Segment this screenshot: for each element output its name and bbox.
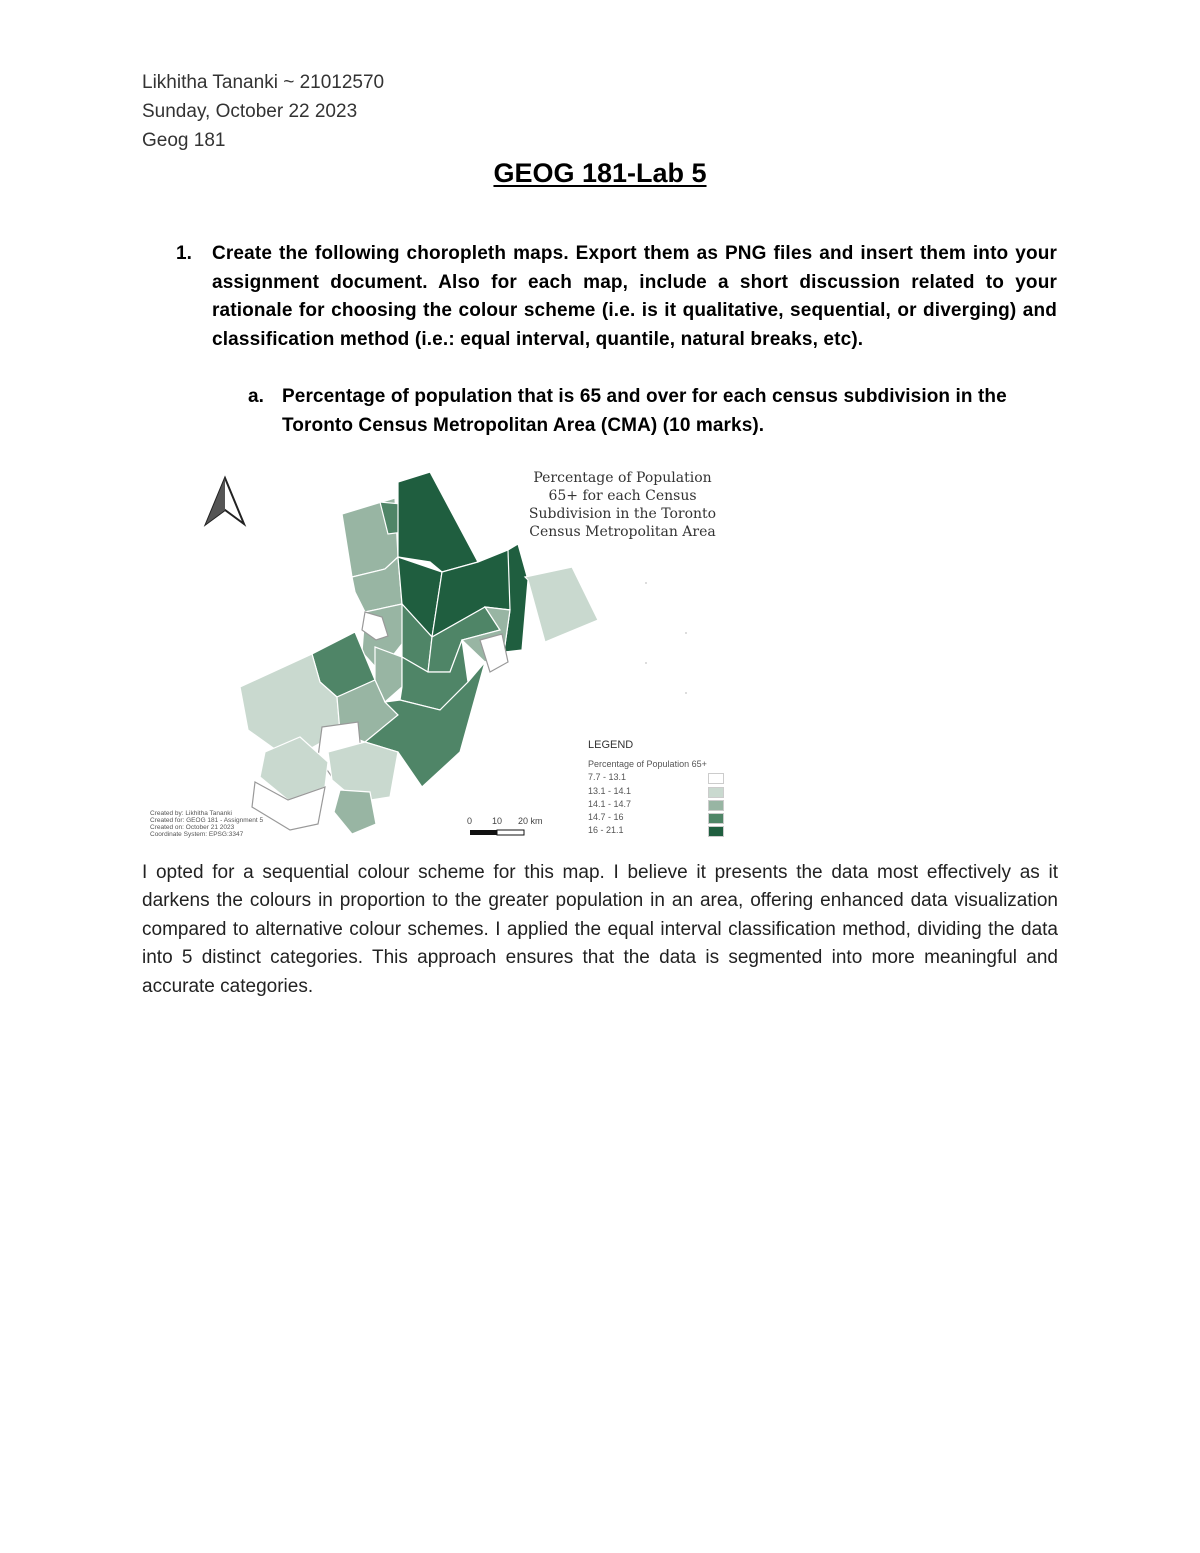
credit-line: Created on: October 21 2023 bbox=[150, 824, 235, 831]
map-title-line: Percentage of Population bbox=[533, 470, 712, 486]
scale-label: 0 bbox=[467, 816, 473, 826]
credit-line: Coordinate System: EPSG:3347 bbox=[150, 831, 244, 838]
author-line: Likhitha Tananki ~ 21012570 bbox=[142, 72, 385, 93]
scale-bar bbox=[470, 830, 524, 835]
scale-label: 20 km bbox=[518, 816, 543, 826]
region-east-gwillimbury bbox=[398, 472, 478, 572]
question-text: Create the following choropleth maps. Export them as PNG files and insert them into your assignment document. Also for each map, include a short discussion related to your rationale for choosing the colour scheme (i.e. is it qualitative, sequential, or diverging) and classification method (i.e.: equal interval, quantile, natural breaks, etc). bbox=[212, 243, 1057, 350]
legend-label: 14.1 - 14.7 bbox=[588, 799, 632, 809]
legend-swatch bbox=[708, 813, 724, 824]
legend-subheading: Percentage of Population 65+ bbox=[588, 759, 707, 769]
legend-swatch bbox=[708, 773, 724, 784]
discussion-paragraph: I opted for a sequential colour scheme for this map. I believe it presents the data most effectively as it darkens the colours in proportion to the greater population in an area, offering enhanced data visualization compared to alternative colour schemes. I applied the equal interval classification method, dividing the data into 5 distinct categories. This approach ensures that the data is segmented into more meaningful and accurate categories. bbox=[142, 862, 1058, 997]
legend-row bbox=[588, 799, 728, 811]
credit-line: Created by: Likhitha Tananki bbox=[150, 810, 232, 817]
scale-label: 10 bbox=[492, 816, 503, 826]
legend-label: 14.7 - 16 bbox=[588, 812, 624, 822]
credit-line: Created for: GEOG 181 - Assignment 5 bbox=[150, 817, 264, 824]
map-title-line: Census Metropolitan Area bbox=[529, 524, 716, 540]
legend-label: 7.7 - 13.1 bbox=[588, 772, 627, 782]
legend-swatch bbox=[708, 787, 724, 798]
map-credits bbox=[150, 810, 290, 838]
legend-swatch bbox=[708, 826, 724, 837]
legend-swatch bbox=[708, 800, 724, 811]
map-title-line: 65+ for each Census bbox=[548, 488, 697, 504]
legend-row bbox=[588, 825, 728, 837]
legend-label: 16 - 21.1 bbox=[588, 825, 624, 835]
question-number: 1. bbox=[176, 243, 192, 264]
date-line: Sunday, October 22 2023 bbox=[142, 101, 358, 122]
page-title: GEOG 181-Lab 5 bbox=[493, 158, 707, 188]
legend-row bbox=[588, 772, 728, 784]
region-pickering bbox=[525, 567, 598, 642]
legend-label: 13.1 - 14.1 bbox=[588, 786, 632, 796]
subquestion-text: Percentage of population that is 65 and over for each census subdivision in the Toronto Census Metropolitan Area (CMA) (10 marks). bbox=[282, 386, 1007, 436]
legend-row bbox=[588, 812, 728, 824]
legend-row bbox=[588, 786, 728, 798]
subquestion-letter: a. bbox=[248, 386, 264, 407]
legend-heading: LEGEND bbox=[588, 739, 634, 751]
north-arrow-icon bbox=[206, 478, 244, 524]
map-title bbox=[510, 469, 735, 541]
course-line: Geog 181 bbox=[142, 130, 226, 151]
map-title-line: Subdivision in the Toronto bbox=[528, 506, 717, 522]
region-halton-hills bbox=[334, 790, 376, 834]
